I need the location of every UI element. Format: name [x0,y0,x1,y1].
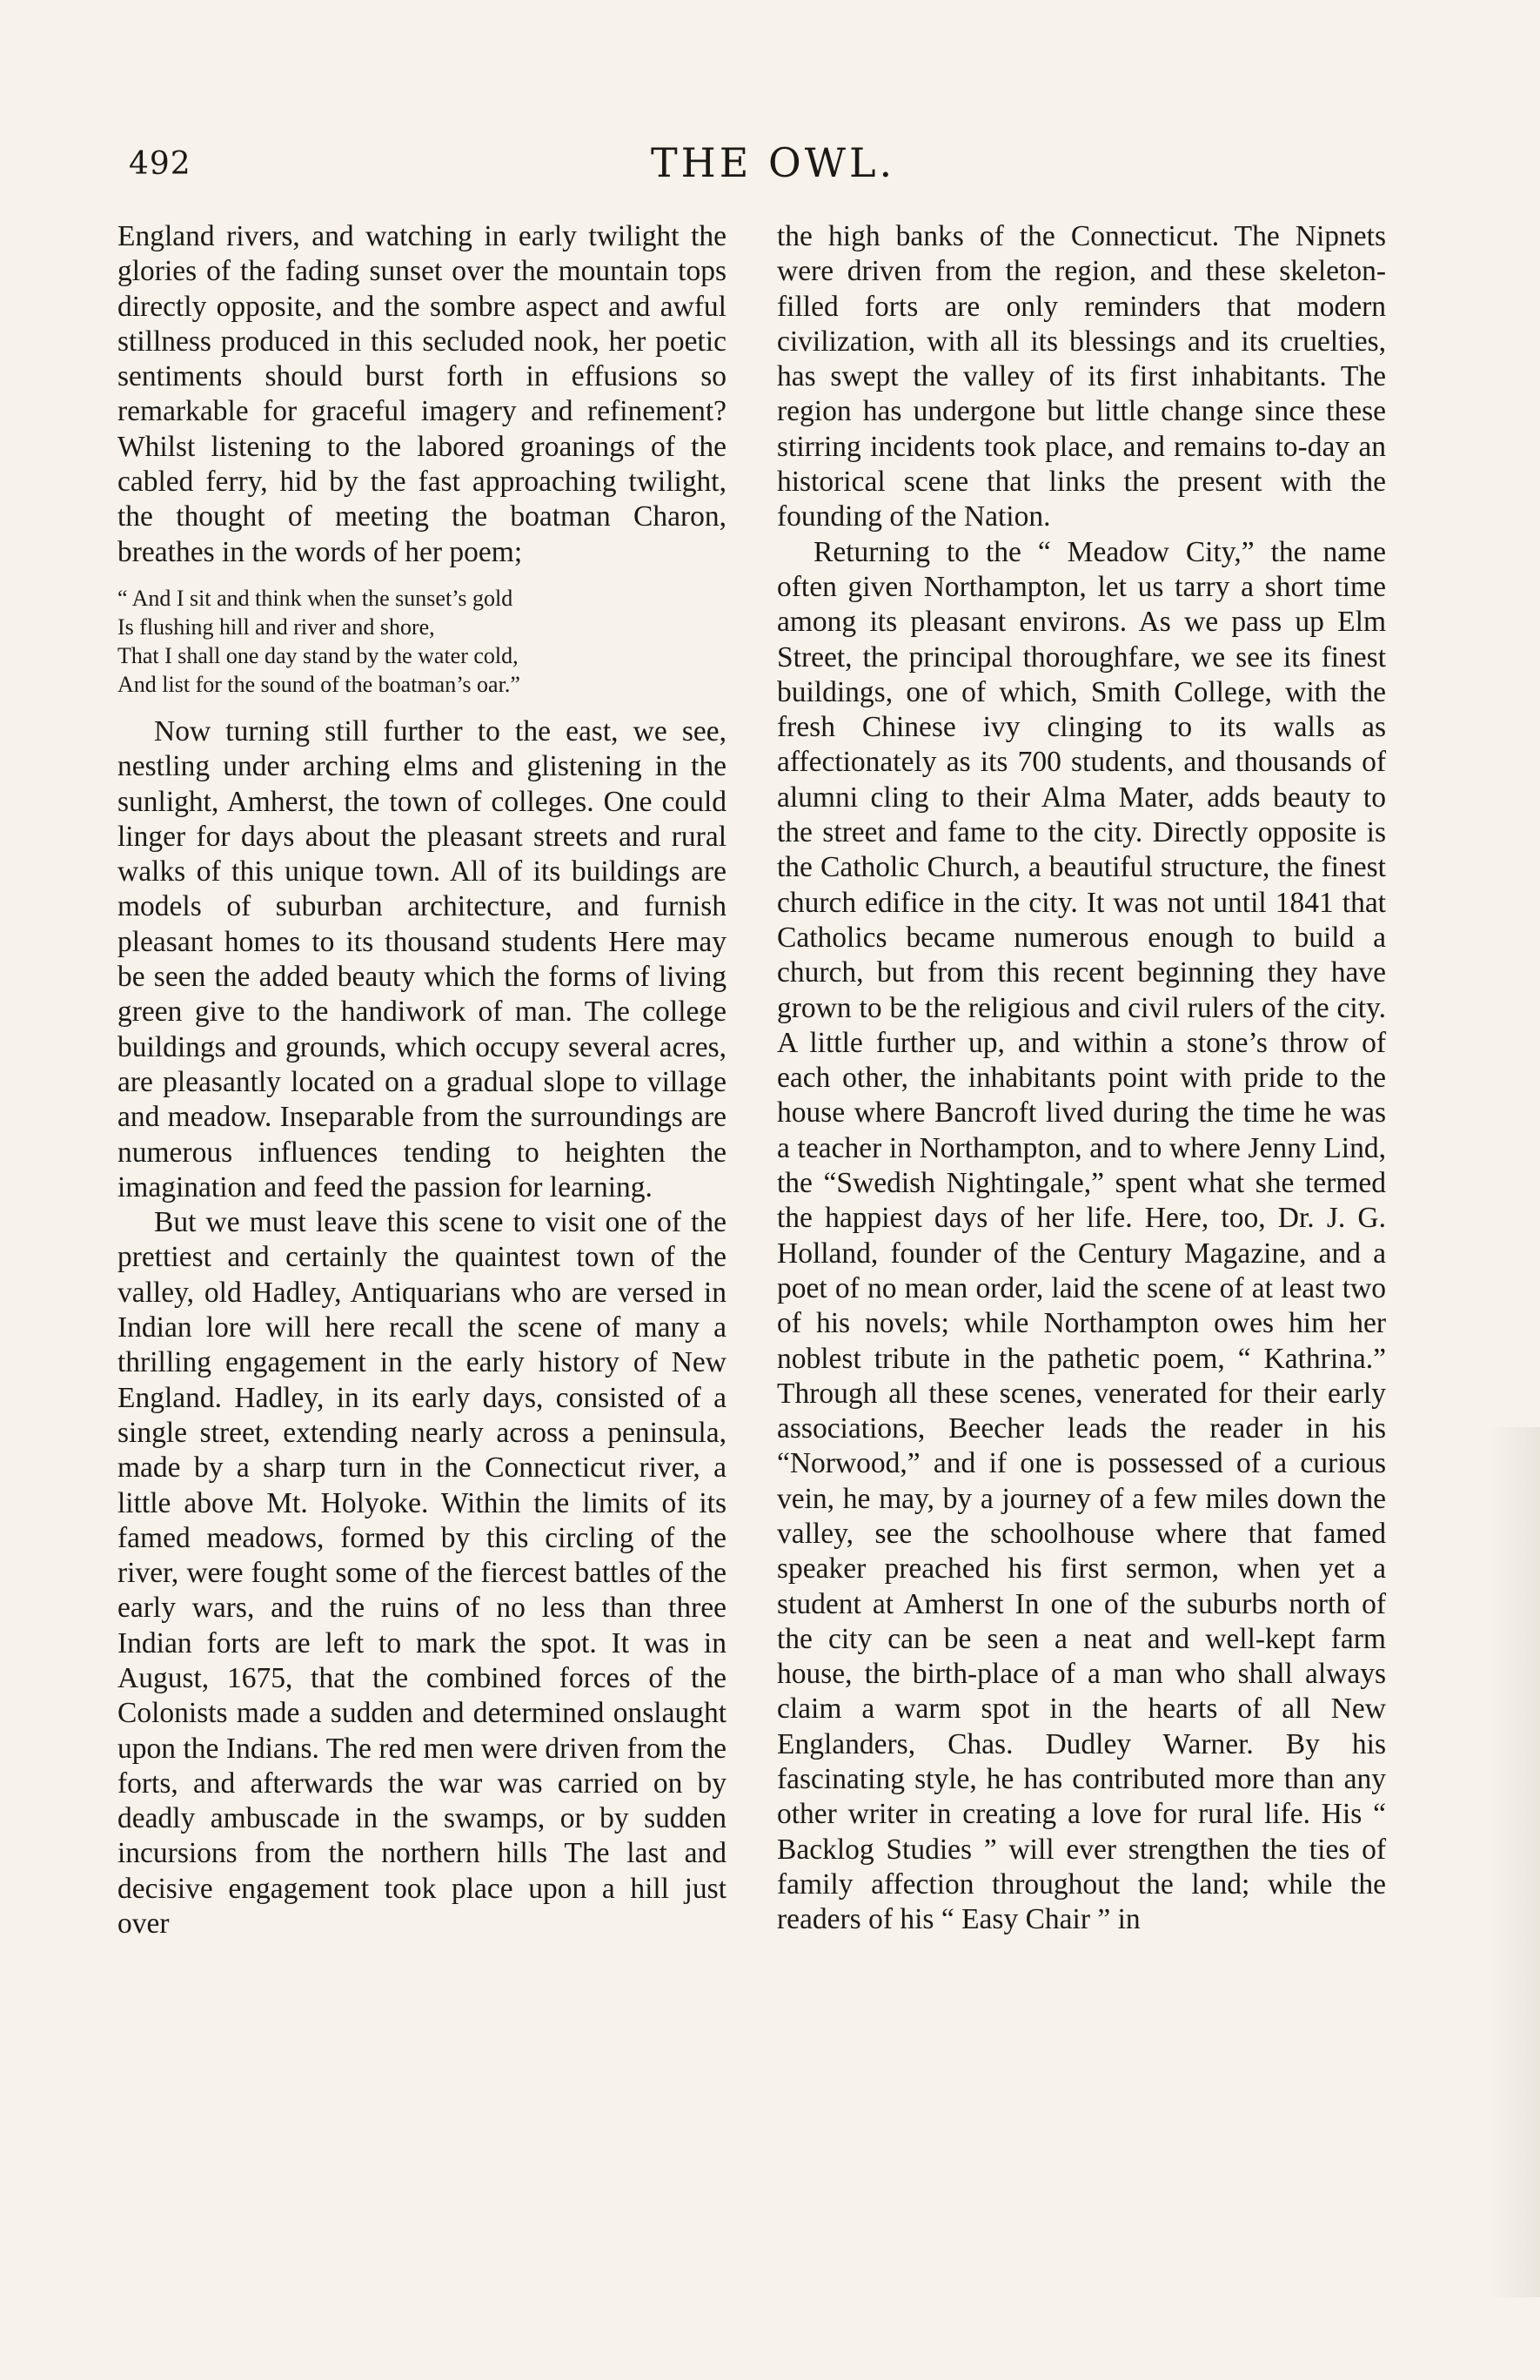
poem-line: That I shall one day stand by the water cold, [117,642,519,668]
paragraph: But we must leave this scene to visit one of the prettiest and certainly the quaintest town of the valley, old Hadley, Antiquarians who are versed in Indian lore will here recall the scene of many a thrilling engagement in the early history of New England. Hadley, in its early days, consisted of a single street, extending nearly across a peninsula, made by a sharp turn in the Connecticut river, a little above Mt. Holyoke. Within the limits of its famed meadows, formed by this circling of the river, were fought some of the fiercest battles of the early wars, and the ruins of no less than three Indian forts are left to mark the spot. It was in August, 1675, that the combined forces of the Colonists made a sudden and determined onslaught upon the Indians. The red men were driven from the forts, and afterwards the war was carried on by deadly ambuscade in the swamps, or by sudden incursions from the northern hills The last and decisive engagement took place upon a hill just over [117,1206,726,1941]
journal-title: THE OWL. [651,139,896,186]
paragraph: Now turning still further to the east, we see, nestling under arching elms and glistening in the sunlight, Amherst, the town of colleges. One could linger for days about the pleasant streets and rural walks of this unique town. All of its buildings are models of suburban architecture, and furnish pleasant homes to its thousand students Here may be seen the added beauty which the forms of living green give to the handiwork of man. The college buildings and grounds, which occupy several acres, are pleasantly located on a gradual slope to village and meadow. Inseparable from the surroundings are numerous influences tending to heighten the imagination and feed the passion for learning. [117,714,726,1203]
paragraph: England rivers, and watching in early twilight the glories of the fading sunset over the mountain tops directly opposite, and the sombre aspect and awful stillness produced in this secluded nook, her poetic sentiments should burst forth in effusions so remarkable for graceful imagery and refinement? Whilst listening to the labored groanings of the cabled ferry, hid by the fast approaching twilight, the thought of meeting the boatman Charon, breathes in the words of her poem; [117,220,726,568]
paragraph: the high banks of the Connecticut. The Nipnets were driven from the region, and these skeleton-filled forts are only reminders that modern civilization, with all its blessings and its cruelties, has swept the valley of its first inhabitants. The region has undergone but little change since these stirring incidents took place, and remains to-day an historical scene that links the present with the founding of the Nation. [777,220,1386,533]
poem-line: “ And I sit and think when the sunset’s gold [117,585,513,611]
right-column [777,219,1386,1938]
paragraph: Returning to the “ Meadow City,” the name often given Northampton, let us tarry a short time among its pleasant environs. As we pass up Elm Street, the principal thoroughfare, we see its finest buildings, one of which, Smith College, with the fresh Chinese ivy clinging to its walls as affectionately as its 700 students, and thousands of alumni cling to their Alma Mater, adds beauty to the street and fame to the city. Directly opposite is the Catholic Church, a beautiful structure, the finest church edifice in the city. It was not until 1841 that Catholics became numerous enough to build a church, but from this recent beginning they have grown to be the religious and civil rulers of the city. A little further up, and within a stone’s throw of each other, the inhabitants point with pride to the house where Bancroft lived during the time he was a teacher in Northampton, and to where Jenny Lind, the “Swedish Nightingale,” spent what she termed the happiest days of her life. Here, too, Dr. J. G. Holland, founder of the Century Magazine, and a poet of no mean order, laid the scene of at least two of his novels; while Northampton owes him her noblest tribute in the pathetic poem, “ Kathrina.” Through all these scenes, venerated for their early associations, Beecher leads the reader in his “Norwood,” and if one is possessed of a curious vein, he may, by a journey of a few miles down the valley, see the schoolhouse where that famed speaker preached his first sermon, when yet a student at Amherst In one of the suburbs north of the city can be seen a neat and well-kept farm house, the birth-place of a man who shall always claim a warm spot in the hearts of all New Englanders, Chas. Dudley Warner. By his fascinating style, he has contributed more than any other writer in creating a love for rural life. His “ Backlog Studies ” will ever strengthen the ties of family affection throughout the land; while the readers of his “ Easy Chair ” in [777,535,1386,1936]
poem-quotation [117,584,726,699]
poem-line: And list for the sound of the boatman’s oar.” [117,671,520,697]
left-column [117,219,726,1941]
poem-line: Is flushing hill and river and shore, [117,613,435,640]
page-edge-stain [1488,1427,1540,2297]
running-head [129,139,1382,191]
page-number: 492 [129,146,191,182]
